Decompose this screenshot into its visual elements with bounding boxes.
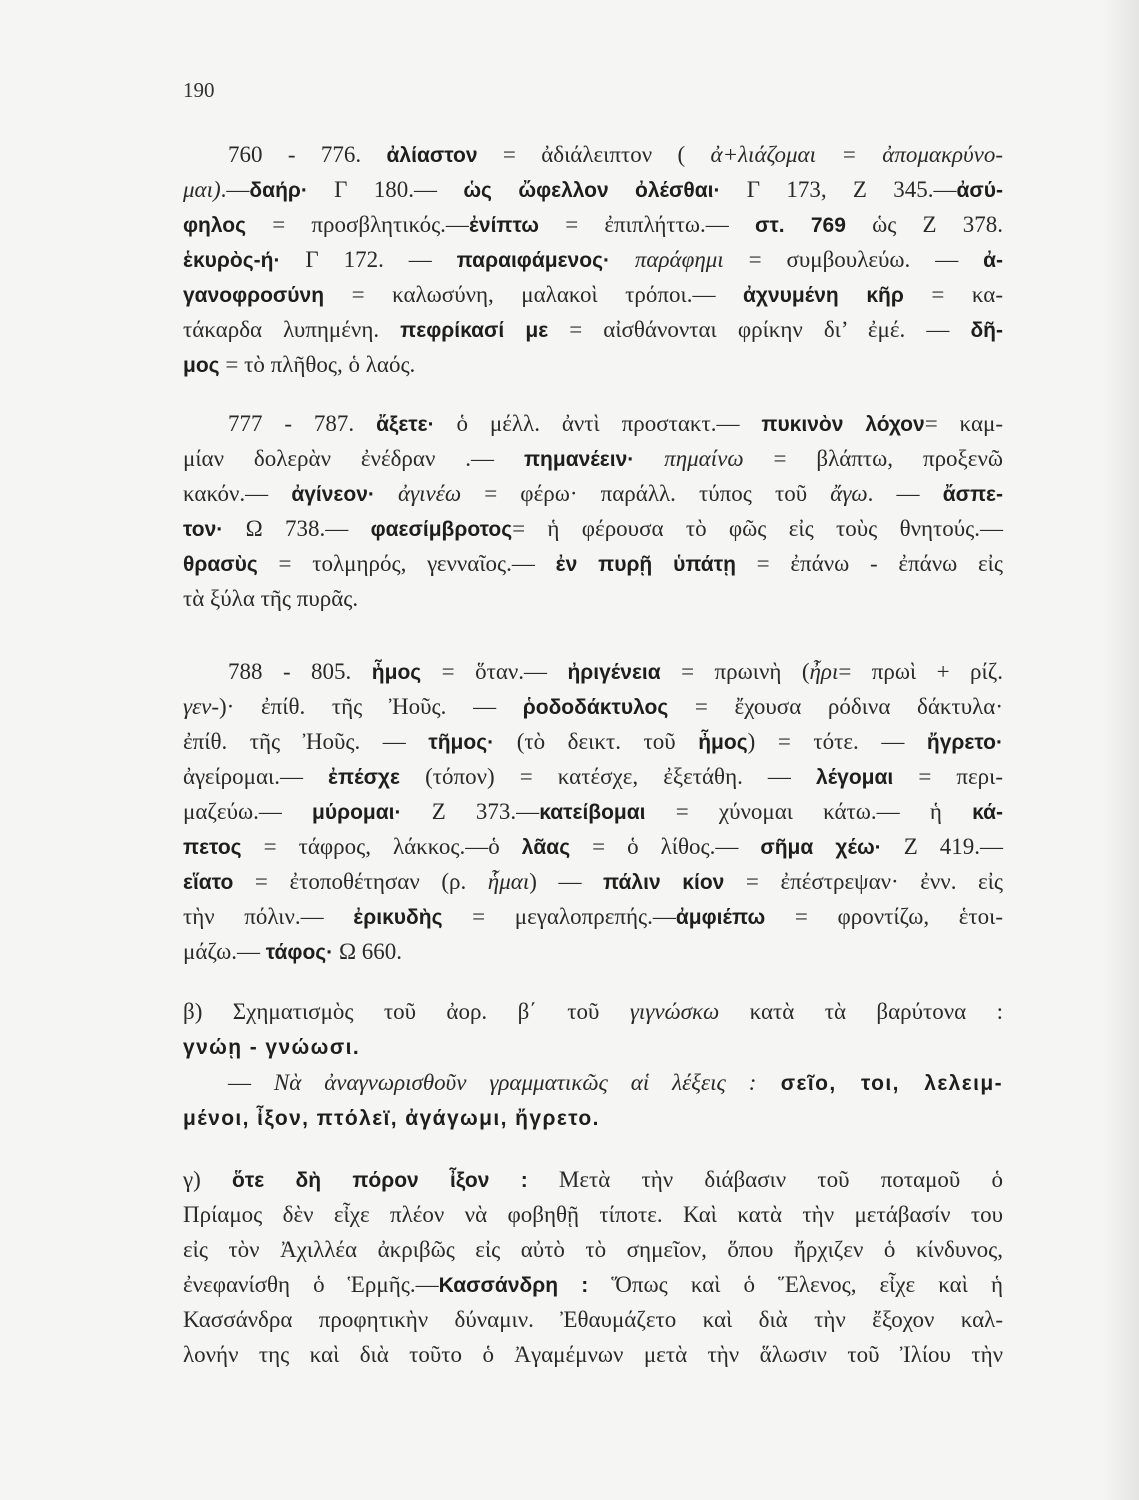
- text-line: [183, 1197, 1003, 1232]
- text-run: Μετὰ τὴν διάβασιν τοῦ ποταμοῦ ὁ: [527, 1167, 1004, 1192]
- italic-term: ἧμαι: [487, 869, 530, 894]
- bold-headword: δῆ-: [970, 319, 1003, 342]
- text-run: (τὸ δεικτ. τοῦ: [494, 729, 699, 754]
- bold-headword: λέγομαι: [816, 766, 894, 789]
- text-run: ὡς Ζ 378.: [845, 212, 1004, 237]
- text-run: .—: [220, 177, 250, 202]
- text-line: [183, 689, 1003, 724]
- text-run: μαζεύω.—: [183, 799, 313, 824]
- text-line: [183, 899, 1003, 934]
- italic-term: ἄγω: [830, 481, 868, 506]
- text-run: τὰ ξύλα τῆς πυρᾶς.: [183, 586, 359, 611]
- text-run: τάκαρδα λυπημένη.: [183, 317, 401, 342]
- bold-headword: γανοφροσύνη: [183, 284, 325, 307]
- italic-term: ἀ+λιάζομαι = ἀπομακρύνο-: [710, 142, 1003, 167]
- page-number: 190: [183, 78, 215, 102]
- text-run: εἰς τὸν Ἀχιλλέα ἀκριβῶς εἰς αὐτὸ τὸ σημεῖον, ὅπου ἤρχιζεν ὁ κίνδυνος,: [183, 1237, 1003, 1262]
- bold-headword: ἀχνυμένη κῆρ: [742, 284, 904, 307]
- text-run: Γ 172. —: [280, 247, 457, 272]
- text-run: Γ 180.—: [307, 177, 464, 202]
- text-run: = προσβλητικός.—: [246, 212, 469, 237]
- text-run: ) —: [529, 869, 604, 894]
- text-line: [183, 1100, 1003, 1135]
- text-run: = κα-: [903, 282, 1003, 307]
- bold-exercise-word: σεῖο, τοι, λελειμ-: [756, 1072, 1004, 1095]
- text-run: = τολμηρός, γενναῖος.—: [257, 551, 556, 576]
- text-line: [183, 476, 1003, 511]
- text-run: = ὅταν.—: [421, 659, 568, 684]
- text-run: = καμ-: [924, 411, 1003, 436]
- italic-term: Νὰ ἀναγνωρισθοῦν γραμματικῶς αἱ λέξεις :: [273, 1070, 757, 1095]
- bold-headword: ἠριγένεια: [567, 661, 661, 684]
- text-run: τὴν πόλιν.—: [183, 904, 354, 929]
- text-line: [183, 864, 1003, 899]
- bold-headword: κά-: [972, 801, 1003, 824]
- italic-term: ἀγινέω: [374, 481, 462, 506]
- bold-headword: λᾶας: [521, 836, 571, 859]
- text-run: = περι-: [893, 764, 1003, 789]
- text-run: μάζω.—: [183, 939, 266, 964]
- bold-headword: ἤγρετο·: [926, 731, 1003, 754]
- bold-headword: ἑκυρὸς-ή·: [183, 249, 281, 272]
- bold-exercise-word: γνώῃ - γνώωσι.: [183, 1036, 361, 1059]
- paragraph-verses-777-787: [183, 406, 1003, 616]
- text-line: [183, 347, 1003, 382]
- text-run: Ζ 373.—: [401, 799, 540, 824]
- text-run: λονήν της καὶ διὰ τοῦτο ὁ Ἀγαμέμνων μετὰ τὴν ἅλωσιν τοῦ Ἰλίου τὴν: [183, 1342, 1003, 1367]
- text-line: [183, 242, 1003, 277]
- bold-headword: ἄξετε·: [376, 413, 435, 436]
- text-run: κατὰ τὰ βαρύτονα :: [719, 999, 1003, 1024]
- italic-term: γεν-: [183, 694, 219, 719]
- bold-headword: σῆμα χέω·: [760, 836, 882, 859]
- bold-headword: πάλιν κίον: [603, 871, 725, 894]
- paragraph-beta-aorist-note: [183, 994, 1003, 1064]
- bold-headword: τον·: [183, 518, 224, 541]
- text-line: [183, 759, 1003, 794]
- italic-term: γιγνώσκω: [629, 999, 720, 1024]
- bold-headword: ἀλίαστον: [386, 144, 478, 167]
- text-run: = ἐτοποθέτησαν (ρ.: [233, 869, 488, 894]
- text-line: [183, 1232, 1003, 1267]
- text-line: [183, 277, 1003, 312]
- bold-headword: θρασὺς: [183, 553, 258, 576]
- bold-headword: δαήρ·: [249, 179, 308, 202]
- bold-headword: Κασσάνδρη :: [438, 1274, 589, 1297]
- text-line: [183, 829, 1003, 864]
- text-run: = τάφρος, λάκκος.—ὁ: [241, 834, 522, 859]
- text-line: [183, 654, 1003, 689]
- italic-term: παράφημι: [609, 247, 724, 272]
- text-run: = ἀδιάλειπτον (: [477, 142, 711, 167]
- text-run: = μεγαλοπρεπής.—: [442, 904, 676, 929]
- text-run: = ἐπέστρεψαν· ἐνν. εἰς: [724, 869, 1003, 894]
- bold-headword: φηλος: [183, 214, 247, 237]
- bold-headword: ἀσύ-: [956, 179, 1003, 202]
- text-run: = ἐπιπλήττω.—: [539, 212, 755, 237]
- text-line: [183, 172, 1003, 207]
- text-run: ὁ μέλλ. ἀντὶ προστακτ.—: [434, 411, 762, 436]
- text-run: = πρωινὴ (: [660, 659, 810, 684]
- text-run: Πρίαμος δὲν εἶχε πλέον νὰ φοβηθῇ τίποτε. Καὶ κατὰ τὴν μετάβασίν του: [183, 1202, 1003, 1227]
- text-line: [183, 312, 1003, 347]
- italic-term: μαι): [183, 177, 221, 202]
- text-run: 760 - 776.: [228, 142, 387, 167]
- text-run: )· ἐπίθ. τῆς Ἠοῦς. —: [219, 694, 523, 719]
- paragraph-gamma-commentary: [183, 1162, 1003, 1372]
- bold-headword: τάφος·: [265, 941, 334, 964]
- bold-headword: μος: [183, 354, 220, 377]
- page-edge-shadow: [1103, 0, 1139, 1500]
- bold-headword: ἐπέσχε: [328, 766, 400, 789]
- text-line: [183, 546, 1003, 581]
- text-line: [183, 1267, 1003, 1302]
- bold-headword: πετος: [183, 836, 242, 859]
- text-run: = πρωὶ + ρίζ.: [838, 659, 1003, 684]
- text-line: [183, 794, 1003, 829]
- text-run: . —: [867, 481, 943, 506]
- text-line: [183, 934, 1003, 969]
- text-line: [183, 1029, 1003, 1064]
- bold-headword: ῥοδοδάκτυλος: [522, 696, 669, 719]
- bold-headword: πημανέειν·: [523, 448, 635, 471]
- text-run: = ἐπάνω - ἐπάνω εἰς: [735, 551, 1003, 576]
- bold-headword: ὅτε δὴ πόρον ἶξον :: [232, 1169, 528, 1192]
- paragraph-verses-760-776: [183, 137, 1003, 382]
- text-line: [183, 724, 1003, 759]
- text-run: γ): [183, 1167, 233, 1192]
- text-run: Ζ 419.—: [881, 834, 1003, 859]
- bold-headword: ἄσπε-: [942, 483, 1004, 506]
- text-run: (τόπον) = κατέσχε, ἐξετάθη. —: [400, 764, 817, 789]
- text-run: = αἰσθάνονται φρίκην δι’ ἐμέ. —: [548, 317, 971, 342]
- text-line: [183, 137, 1003, 172]
- text-line: [183, 406, 1003, 441]
- bold-headword: μύρομαι·: [312, 801, 402, 824]
- text-run: Ὅπως καὶ ὁ Ἕλενος, εἶχε καὶ ἡ: [588, 1272, 1003, 1297]
- text-run: = ἔχουσα ρόδινα δάκτυλα·: [668, 694, 1004, 719]
- bold-headword: παραιφάμενος·: [456, 249, 610, 272]
- bold-headword: ἐν πυρῇ ὑπάτῃ: [555, 553, 736, 576]
- text-run: = φροντίζω, ἑτοι-: [765, 904, 1003, 929]
- text-run: κακόν.—: [183, 481, 292, 506]
- text-run: ἐνεφανίσθη ὁ Ἑρμῆς.—: [183, 1272, 439, 1297]
- text-run: = φέρω· παράλλ. τύπος τοῦ: [461, 481, 831, 506]
- text-run: 788 - 805.: [228, 659, 372, 684]
- italic-term: πημαίνω: [634, 446, 744, 471]
- bold-headword: τῆμος·: [428, 731, 495, 754]
- text-line: [183, 441, 1003, 476]
- text-run: ἐπίθ. τῆς Ἠοῦς. —: [183, 729, 429, 754]
- commentary-text: [183, 137, 1003, 1372]
- text-run: = καλωσύνη, μαλακοὶ τρόποι.—: [324, 282, 743, 307]
- bold-headword: ἐρικυδὴς: [353, 906, 443, 929]
- paragraph-grammar-exercise: [183, 1065, 1003, 1135]
- text-run: ) = τότε. —: [747, 729, 927, 754]
- bold-headword: ἀ-: [983, 249, 1004, 272]
- bold-headword: πυκινὸν λόχον: [761, 413, 925, 436]
- bold-exercise-word: μένοι, ἶξον, πτόλεϊ, ἀγάγωμι, ἤγρετο.: [183, 1107, 600, 1130]
- bold-headword: κατείβομαι: [539, 801, 646, 824]
- paragraph-verses-788-805: [183, 654, 1003, 969]
- bold-headword: ἀγίνεον·: [291, 483, 375, 506]
- text-run: ἀγείρομαι.—: [183, 764, 329, 789]
- text-line: [183, 1065, 1003, 1100]
- bold-headword: πεφρίκασί με: [400, 319, 549, 342]
- text-run: = ἡ φέρουσα τὸ φῶς εἰς τοὺς θνητούς.—: [512, 516, 1003, 541]
- italic-term: ἦρι: [809, 659, 839, 684]
- bold-headword: ἐνίπτω: [468, 214, 540, 237]
- text-run: = χύνομαι κάτω.— ἡ: [645, 799, 973, 824]
- text-line: [183, 994, 1003, 1029]
- bold-headword: φαεσίμβροτος: [370, 518, 513, 541]
- text-run: = ὁ λίθος.—: [570, 834, 761, 859]
- text-run: Ω 738.—: [223, 516, 371, 541]
- text-run: = συμβουλεύω. —: [723, 247, 984, 272]
- bold-headword: ἀμφιέπω: [675, 906, 766, 929]
- text-line: [183, 207, 1003, 242]
- text-run: Γ 173, Ζ 345.—: [720, 177, 957, 202]
- text-line: [183, 1302, 1003, 1337]
- text-run: = βλάπτω, προξενῶ: [743, 446, 1003, 471]
- text-line: [183, 581, 1003, 616]
- text-run: μίαν δολερὰν ἐνέδραν .—: [183, 446, 524, 471]
- text-line: [183, 511, 1003, 546]
- bold-headword: στ. 769: [755, 214, 846, 237]
- text-line: [183, 1337, 1003, 1372]
- bold-headword: ὡς ὤφελλον ὀλέσθαι·: [463, 179, 721, 202]
- text-run: —: [228, 1070, 274, 1095]
- text-run: = τὸ πλῆθος, ὁ λαός.: [219, 352, 416, 377]
- bold-headword: εἵατο: [183, 871, 234, 894]
- text-run: Κασσάνδρα προφητικὴν δύναμιν. Ἐθαυμάζετο καὶ διὰ τὴν ἔξοχον καλ-: [183, 1307, 1003, 1332]
- bold-headword: ἦμος: [371, 661, 422, 684]
- text-run: β) Σχηματισμὸς τοῦ ἀορ. β΄ τοῦ: [183, 999, 630, 1024]
- text-run: Ω 660.: [333, 939, 403, 964]
- text-run: 777 - 787.: [228, 411, 377, 436]
- text-line: [183, 1162, 1003, 1197]
- bold-headword: ἦμος: [698, 731, 748, 754]
